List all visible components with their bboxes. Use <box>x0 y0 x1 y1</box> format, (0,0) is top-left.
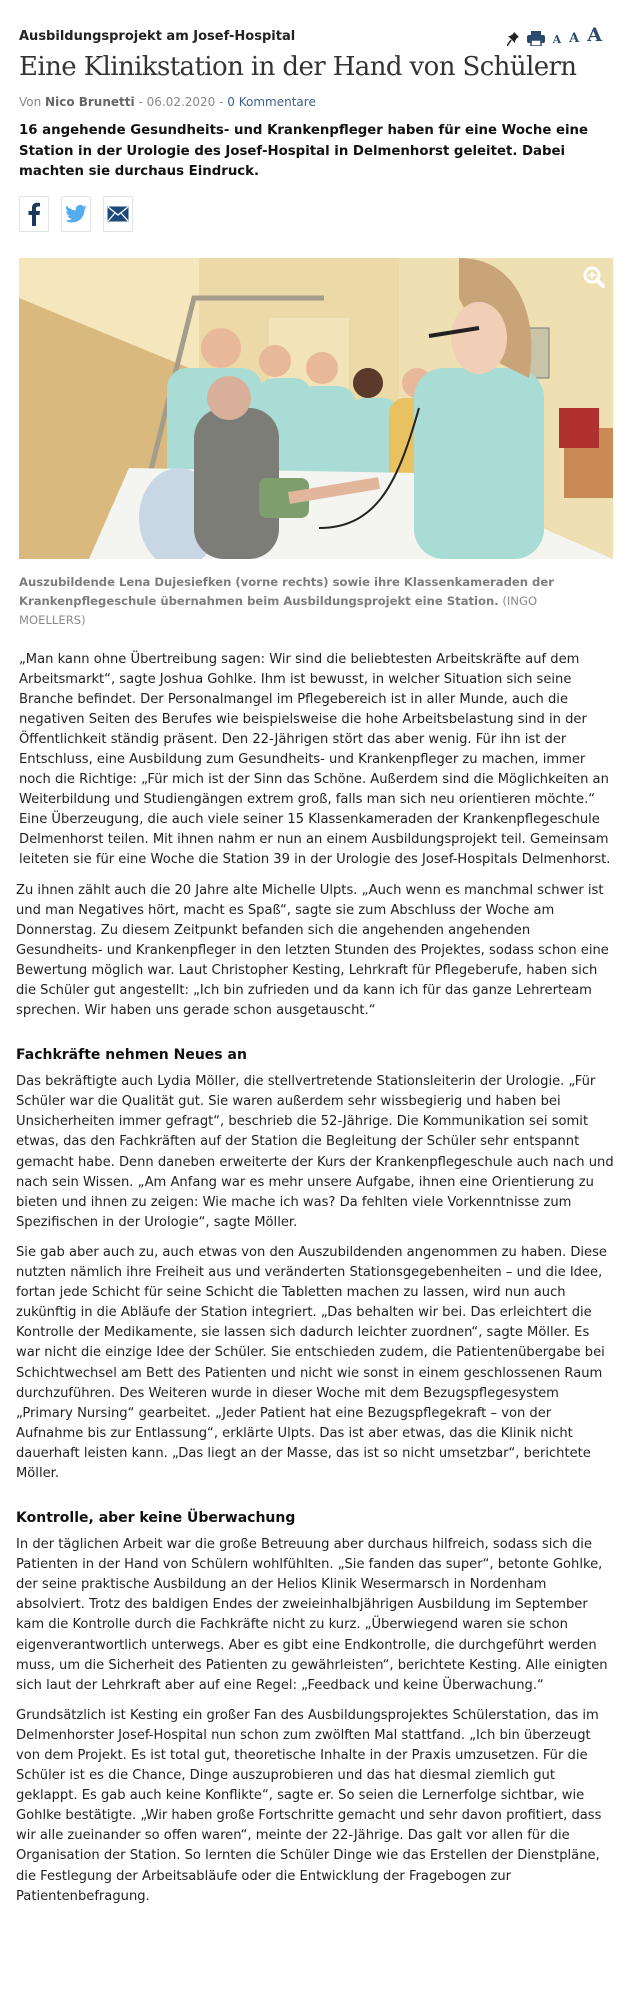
share-twitter-button[interactable] <box>61 196 91 232</box>
byline-prefix: Von <box>19 95 46 109</box>
paragraph: In der täglichen Arbeit war die große Betreuung aber durchaus hilfreich, sodass sich die Patienten in der Hand von Schülern wohlfühlten. „Sie fanden das super“, betonte Gohlke, der seine praktische Ausbildung an der Helios Klinik Wesermarsch in Nordenham absolviert. Trotz des baldigen Endes der zweieinhalbjährigen Ausbildung im September kam die Kontrolle durch die Fachkräfte nicht zu kurz. „Überwiegend waren sie schon eigenverantwortlich unterwegs. Aber es gibt eine Endkontrolle, die durchgeführt werden muss, um die Sicherheit des Patienten zu gewährleisten“, berichtete Kesting. Alle einigten sich laut der Lehrkraft aber auf eine Regel: „Feedback und keine Überwachung.“ <box>16 1537 608 1693</box>
photo-nursing-students-at-bedside <box>19 258 613 559</box>
photo-credit: (INGO MOELLERS) <box>19 593 538 627</box>
pin-icon[interactable] <box>507 32 519 46</box>
paragraph: Zu ihnen zählt auch die 20 Jahre alte Michelle Ulpts. „Auch wenn es manchmal schwer ist und man Negatives hört, macht es Spaß“, sagte sie zum Abschluss der Woche am Donnerstag. Zu diesem Zeitpunkt befanden sich die angehenden angehenden Gesundheits- und Krankenpfleger in den letzten Stunden des Projektes, sodass schon eine Bewertung möglich war. Laut Christopher Kesting, Lehrkraft für Pflegeberufe, haben sich die Schüler gut angestellt: „Ich bin zufrieden und da kann ich für das ganze Lehrerteam sprechen. Wir haben uns gerade schon ausgetauscht.“ <box>16 882 609 1019</box>
article-lead: 16 angehende Gesundheits- und Krankenpfleger haben für eine Woche eine Station in der Urologie des Josef-Hospital in Delmenhorst geleitet. Dabei machten sie durchaus Eindruck. <box>19 123 589 179</box>
photo-caption <box>19 573 599 630</box>
publish-date: 06.02.2020 <box>146 95 216 109</box>
article-title: Eine Klinikstation in der Hand von Schülern <box>19 52 577 82</box>
zoom-in-icon[interactable] <box>583 266 605 288</box>
paragraph: Das bekräftigte auch Lydia Möller, die stellvertretende Stationsleiterin der Urologie. „Für Schüler war die Qualität gut. Sie waren außerdem sehr wissbegierig und haben bei Unsicherheiten immer gefragt“, beschrieb die 52-Jährige. Die Kommunikation sei somit etwas, das den Fachkräften auf der Station die Begleitung der Schüler sehr entspannt gemacht habe. Denn daneben erweiterte der Kurs der Krankenpflegeschule auch nach und nach sein Wissen. „Am Anfang war es mehr unsere Aufgabe, ihnen eine Orientierung zu bieten und ihnen zu zeigen: Wie mache ich was? Da fehlten viele Vorkenntnisse zum Spezifischen in der Urologie“, sagte Möller. <box>16 1074 614 1230</box>
twitter-icon <box>65 205 87 223</box>
author-name: Nico Brunetti <box>45 95 135 109</box>
paragraph: „Man kann ohne Übertreibung sagen: Wir sind die beliebtesten Arbeitskräfte auf dem Arbeitsmarkt“, sagte Joshua Gohlke. Ihm ist bewusst, in welcher Situation sich seine Branche befindet. Der Personalmangel im Pflegebereich ist in aller Munde, auch die negativen Seiten des Berufes wie beispielsweise die hohe Arbeitsbelastung sind in der Öffentlichkeit ständig präsent. Den 22-Jährigen stört das aber wenig. Für ihn ist der Entschluss, eine Ausbildung zum Gesundheits- und Krankenpfleger zu machen, immer noch die Richtige: „Für mich ist der Sinn das Schöne. Außerdem sind die Möglichkeiten an Weiterbildung und Studiengängen extrem groß, falls man sich neu orientieren möchte.“ Eine Überzeugung, die auch viele seiner 15 Klassenkameraden der Krankenpflegeschule Delmenhorst teilen. Mit ihnen nahm er nun an einem Ausbildungsprojekt teil. Gemeinsam leiteten sie für eine Woche die Station 39 in der Urologie des Josef-Hospitals Delmenhorst. <box>19 651 611 868</box>
print-icon[interactable] <box>527 31 545 46</box>
article-tools <box>507 24 602 46</box>
share-bar <box>19 196 616 232</box>
paragraph: Sie gab aber auch zu, auch etwas von den Auszubildenden angenommen zu haben. Diese nutzten nämlich ihre Freiheit aus und veränderten Stationsgegebenheiten – und die Idee, fortan jede Schicht für seine Schicht die Tabletten machen zu lassen, wird nun auch zukünftig in die Abläufe der Station integriert. „Das behalten wir bei. Das erleichtert die Kontrolle der Medikamente, sie lassen sich dadurch leichter zuordnen“, sagte Möller. Es war nicht die einzige Idee der Schüler. Sie entschieden zudem, die Patientenübergabe bei Schichtwechsel am Bett des Patienten und nicht wie sonst in einem geschlossenen Raum durchzuführen. Des Weiteren wurde in dieser Woche mit dem Bezugspflegesystem „Primary Nursing“ gearbeitet. „Jeder Patient hat eine Bezugspflegekraft – von der Aufnahme bis zur Entlassung“, erklärte Ulpts. Das ist aber etwas, das die Klinik nicht dauerhaft leisten kann. „Das liegt an der Masse, das ist so nicht umsetzbar“, berichtete Möller. <box>16 1244 607 1481</box>
subheading: Fachkräfte nehmen Neues an <box>16 1047 247 1064</box>
mail-icon <box>107 206 129 222</box>
paragraph: Grundsätzlich ist Kesting ein großer Fan des Ausbildungsprojektes Schülerstation, das im Delmenhorster Josef-Hospital nun schon zum zwölften Mal stattfand. „Ich bin überzeugt von dem Projekt. Es ist total gut, theoretische Inhalte in der Praxis umzusetzen. Für die Schüler ist es die Chance, Dinge auszuprobieren und das hat diesmal ziemlich gut geklappt. Es gab auch keine Konflikte“, sagte er. So seien die Lernerfolge sichtbar, wie Gohlke bestätigte. „Wir haben große Fortschritte gemacht und sehr davon profitiert, dass wir alle zueinander so offen waren“, meinte der 22-Jährige. Das galt vor allen für die Organisation der Station. So lernten die Schüler Dinge wie das Erstellen der Dienstpläne, die Festlegung der Arbeitsabläufe oder die Entwicklung der Fragebogen zur Patientenbefragung. <box>16 1707 602 1904</box>
font-size-small-button[interactable]: A <box>552 33 562 46</box>
share-mail-button[interactable] <box>103 196 133 232</box>
byline-separator: - <box>215 95 228 109</box>
facebook-icon <box>27 202 41 226</box>
comments-link[interactable]: 0 Kommentare <box>227 95 316 109</box>
article-photo[interactable] <box>19 258 613 559</box>
share-facebook-button[interactable] <box>19 196 49 232</box>
byline <box>19 94 616 110</box>
font-size-medium-button[interactable]: A <box>569 31 580 46</box>
subheading: Kontrolle, aber keine Überwachung <box>16 1510 296 1527</box>
font-size-large-button[interactable]: A <box>587 24 602 46</box>
byline-separator: - <box>134 95 147 109</box>
caption-text: Auszubildende Lena Dujesiefken (vorne rechts) sowie ihre Klassenkameraden der Krankenpflegeschule übernahmen beim Ausbildungsprojekt eine Station. <box>19 574 554 608</box>
article-kicker: Ausbildungsprojekt am Josef-Hospital <box>19 29 296 44</box>
